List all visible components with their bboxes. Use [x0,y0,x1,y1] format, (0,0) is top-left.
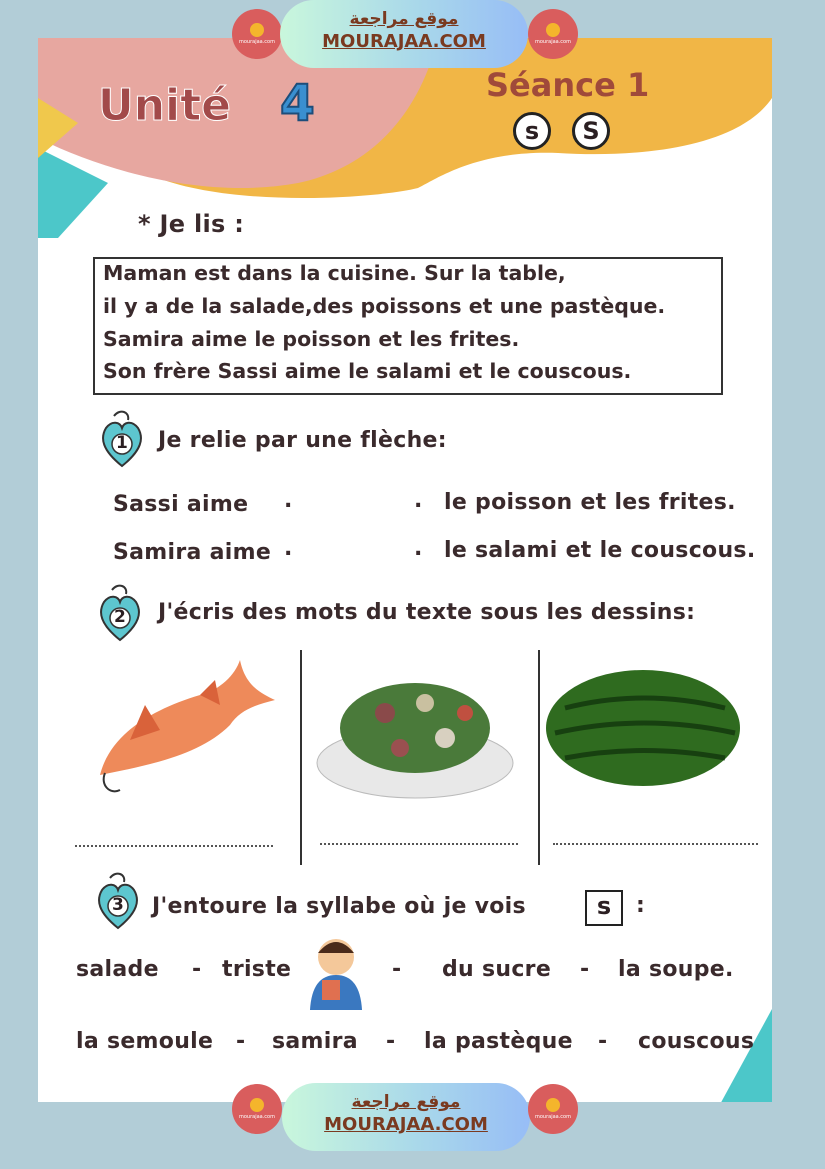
match-dot[interactable]: . [284,536,293,561]
reading-line: Samira aime le poisson et les frites. [103,327,520,351]
reading-heading: * Je lis : [138,210,245,238]
site-banner-top[interactable] [280,0,528,68]
exercise-3-heart-icon [96,870,140,915]
site-logo-icon[interactable]: mourajaa.com [528,9,578,59]
site-logo-icon[interactable]: mourajaa.com [528,1084,578,1134]
exercise-number: 2 [114,607,126,627]
syllable-word[interactable]: la soupe. [618,957,734,982]
match-left-item: Sassi aime [113,492,249,517]
match-left-item: Samira aime [113,540,272,565]
unit-number: 4 [280,74,315,132]
answer-line[interactable] [75,845,273,847]
match-right-item: le salami et le couscous. [444,538,756,563]
header-decoration [38,38,772,238]
symbol-box: s [585,890,623,926]
reading-line: Son frère Sassi aime le salami et le couscous. [103,359,632,383]
syllable-word[interactable]: la pastèque [424,1029,573,1054]
child-illustration [300,935,372,1013]
exercise-2-title: J'écris des mots du texte sous les dessins: [158,600,696,625]
exercise-2-heart-icon [98,582,142,627]
worksheet-page [38,38,772,1102]
reading-line: Maman est dans la cuisine. Sur la table, [103,261,566,285]
answer-line[interactable] [320,843,518,845]
exercise-1-heart-icon [100,408,144,453]
syllable-word[interactable]: la semoule [76,1029,214,1054]
banner-arabic: موقع مراجعة [349,9,459,29]
syllable-word[interactable]: du sucre [442,957,552,982]
match-right-item: le poisson et les frites. [444,490,736,515]
salad-image [315,668,515,808]
syllable-word[interactable]: salade [76,957,159,982]
banner-site: MOURAJAA.COM [322,31,486,52]
letter-s-cursive: s [513,112,551,150]
site-logo-icon[interactable]: mourajaa.com [232,9,282,59]
watermelon-image [545,668,745,788]
exercise-number: 3 [112,895,124,915]
reading-text-box [93,257,723,395]
colon: : [636,893,646,918]
unit-label: Unité [98,80,232,131]
separator: - [192,957,202,982]
site-banner-bottom[interactable] [282,1083,530,1151]
separator: - [386,1029,396,1054]
session-title: Séance 1 [486,66,650,104]
match-dot[interactable]: . [284,488,293,513]
reading-line: il y a de la salade,des poissons et une pastèque. [103,294,666,318]
separator: - [236,1029,246,1054]
syllable-word[interactable]: triste [222,957,292,982]
divider [300,650,302,865]
exercise-1-title: Je relie par une flèche: [158,428,447,453]
syllable-word[interactable]: couscous [638,1029,755,1054]
exercise-3-title: J'entoure la syllabe où je vois [152,894,526,919]
site-logo-icon[interactable]: mourajaa.com [232,1084,282,1134]
match-dot[interactable]: . [414,536,423,561]
separator: - [580,957,590,982]
exercise-number: 1 [116,433,128,453]
answer-line[interactable] [553,843,758,845]
banner-arabic: موقع مراجعة [351,1092,461,1112]
syllable-word[interactable]: samira [272,1029,358,1054]
separator: - [392,957,402,982]
match-dot[interactable]: . [414,488,423,513]
divider [538,650,540,865]
banner-site: MOURAJAA.COM [324,1114,488,1135]
fish-image [90,655,280,805]
letter-s-print: S [572,112,610,150]
separator: - [598,1029,608,1054]
